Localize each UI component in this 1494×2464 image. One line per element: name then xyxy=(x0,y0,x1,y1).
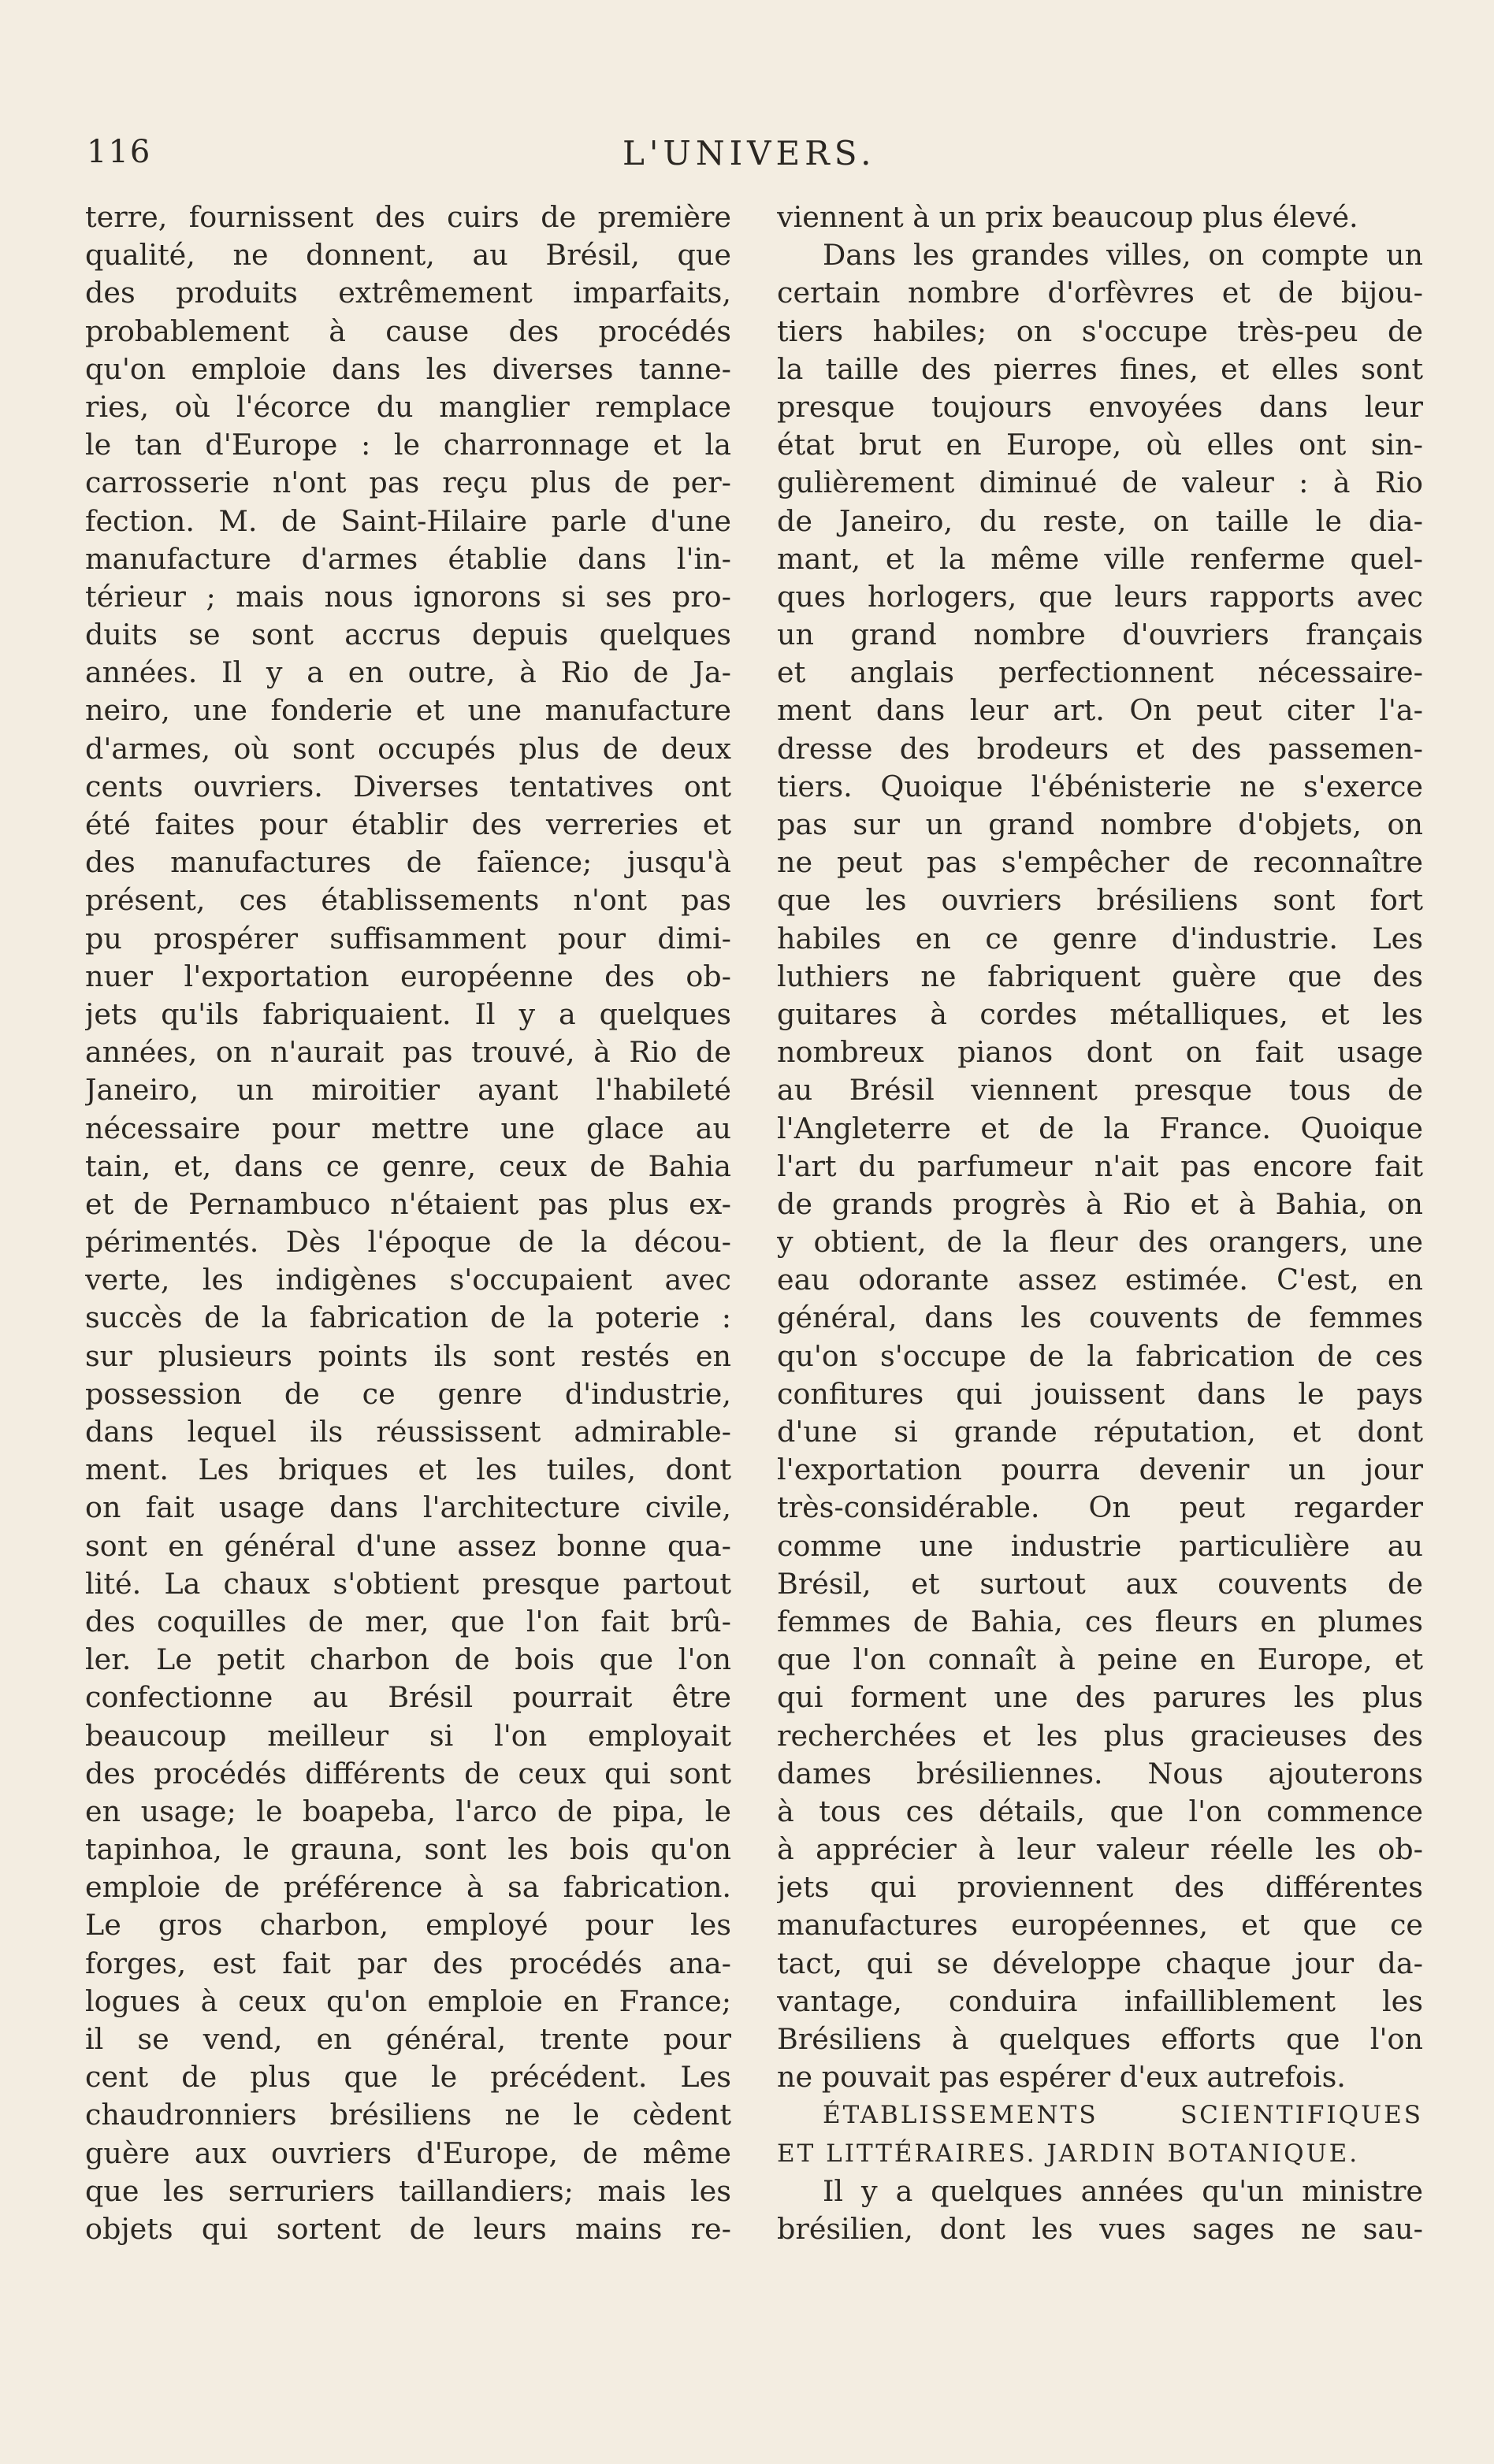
text-line: au Brésil viennent presque tous de xyxy=(777,1073,1423,1108)
text-line: à tous ces détails, que l'on commence xyxy=(777,1794,1423,1828)
text-line: femmes de Bahia, ces fleurs en plumes xyxy=(777,1604,1423,1638)
text-line: beaucoup meilleur si l'on employait xyxy=(85,1718,731,1753)
text-line: duits se sont accrus depuis quelques xyxy=(85,618,731,652)
text-line: pu prospérer suffisamment pour dimi- xyxy=(85,921,731,956)
text-line: ÉTABLISSEMENTS SCIENTIFIQUES xyxy=(823,2101,1423,2130)
text-line: dames brésiliennes. Nous ajouterons xyxy=(777,1756,1423,1790)
text-line: terre, fournissent des cuirs de première xyxy=(85,200,731,234)
text-line: pas sur un grand nombre d'objets, on xyxy=(777,807,1423,841)
text-line: luthiers ne fabriquent guère que des xyxy=(777,959,1423,993)
text-line: des procédés différents de ceux qui sont xyxy=(85,1756,731,1790)
text-line: d'une si grande réputation, et dont xyxy=(777,1415,1423,1449)
text-line: neiro, une fonderie et une manufacture xyxy=(85,693,731,728)
text-line: guère aux ouvriers d'Europe, de même xyxy=(85,2136,731,2170)
text-line: Janeiro, un miroitier ayant l'habileté xyxy=(85,1073,731,1108)
text-line: chaudronniers brésiliens ne le cèdent xyxy=(85,2098,731,2132)
text-line: que les ouvriers brésiliens sont fort xyxy=(777,883,1423,918)
text-line: ler. Le petit charbon de bois que l'on xyxy=(85,1642,731,1677)
text-line: carrosserie n'ont pas reçu plus de per- xyxy=(85,466,731,500)
text-line: dresse des brodeurs et des passemen- xyxy=(777,731,1423,766)
text-line: cents ouvriers. Diverses tentatives ont xyxy=(85,769,731,803)
right-column xyxy=(777,199,1423,2248)
text-line: comme une industrie particulière au xyxy=(777,1528,1423,1563)
text-line: probablement à cause des procédés xyxy=(85,314,731,348)
text-line: général, dans les couvents de femmes xyxy=(777,1301,1423,1335)
text-line: jets qu'ils fabriquaient. Il y a quelques xyxy=(85,996,731,1031)
text-line: l'exportation pourra devenir un jour xyxy=(777,1453,1423,1487)
text-line: cent de plus que le précédent. Les xyxy=(85,2060,731,2095)
text-line: Dans les grandes villes, on compte un xyxy=(823,238,1423,273)
text-line: ne pouvait pas espérer d'eux autrefois. xyxy=(777,2060,1346,2095)
text-line: la taille des pierres fines, et elles sont xyxy=(777,351,1423,386)
text-line: lité. La chaux s'obtient presque partout xyxy=(85,1566,731,1601)
text-line: gulièrement diminué de valeur : à Rio xyxy=(777,466,1423,500)
text-line: des produits extrêmement imparfaits, xyxy=(85,276,731,310)
text-line: Il y a quelques années qu'un ministre xyxy=(823,2173,1423,2208)
text-line: qu'on emploie dans les diverses tanne- xyxy=(85,351,731,386)
text-line: térieur ; mais nous ignorons si ses pro- xyxy=(85,579,731,614)
text-line: ne peut pas s'empêcher de reconnaître xyxy=(777,845,1423,880)
page-number: 116 xyxy=(87,134,152,170)
text-line: fection. M. de Saint-Hilaire parle d'une xyxy=(85,503,731,538)
text-line: nombreux pianos dont on fait usage xyxy=(777,1035,1423,1070)
text-line: présent, ces établissements n'ont pas xyxy=(85,883,731,918)
text-line: recherchées et les plus gracieuses des xyxy=(777,1718,1423,1753)
text-line: tapinhoa, le grauna, sont les bois qu'on xyxy=(85,1832,731,1867)
text-line: on fait usage dans l'architecture civile, xyxy=(85,1490,731,1525)
text-line: que les serruriers taillandiers; mais les xyxy=(85,2173,731,2208)
text-line: et anglais perfectionnent nécessaire- xyxy=(777,655,1423,690)
text-line: jets qui proviennent des différentes xyxy=(777,1870,1423,1905)
text-line: ries, où l'écorce du manglier remplace xyxy=(85,389,731,424)
text-line: qualité, ne donnent, au Brésil, que xyxy=(85,238,731,273)
text-line: ques horlogers, que leurs rapports avec xyxy=(777,579,1423,614)
text-line: le tan d'Europe : le charronnage et la xyxy=(85,428,731,462)
text-line: état brut en Europe, où elles ont sin- xyxy=(777,428,1423,462)
text-line: dans lequel ils réussissent admirable- xyxy=(85,1415,731,1449)
text-line: manufactures européennes, et que ce xyxy=(777,1908,1423,1943)
text-line: tact, qui se développe chaque jour da- xyxy=(777,1946,1423,1980)
text-line: objets qui sortent de leurs mains re- xyxy=(85,2211,731,2246)
text-line: guitares à cordes métalliques, et les xyxy=(777,996,1423,1031)
text-line: possession de ce genre d'industrie, xyxy=(85,1376,731,1411)
text-line: brésilien, dont les vues sages ne sau- xyxy=(777,2211,1423,2246)
text-line: années. Il y a en outre, à Rio de Ja- xyxy=(85,655,731,690)
text-line: périmentés. Dès l'époque de la décou- xyxy=(85,1225,731,1260)
running-title: L'UNIVERS. xyxy=(622,134,876,173)
text-line: eau odorante assez estimée. C'est, en xyxy=(777,1263,1423,1297)
text-line: un grand nombre d'ouvriers français xyxy=(777,618,1423,652)
text-line: tain, et, dans ce genre, ceux de Bahia xyxy=(85,1149,731,1183)
text-line: habiles en ce genre d'industrie. Les xyxy=(777,921,1423,956)
text-line: à apprécier à leur valeur réelle les ob- xyxy=(777,1832,1423,1867)
text-line: confitures qui jouissent dans le pays xyxy=(777,1376,1423,1411)
text-line: ET LITTÉRAIRES. JARDIN BOTANIQUE. xyxy=(777,2139,1360,2168)
text-line: y obtient, de la fleur des orangers, une xyxy=(777,1225,1423,1260)
text-line: Le gros charbon, employé pour les xyxy=(85,1908,731,1943)
text-line: forges, est fait par des procédés ana- xyxy=(85,1946,731,1980)
text-line: manufacture d'armes établie dans l'in- xyxy=(85,541,731,576)
text-line: sur plusieurs points ils sont restés en xyxy=(85,1338,731,1373)
text-line: années, on n'aurait pas trouvé, à Rio de xyxy=(85,1035,731,1070)
text-line: mant, et la même ville renferme quel- xyxy=(777,541,1423,576)
text-line: et de Pernambuco n'étaient pas plus ex- xyxy=(85,1186,731,1221)
text-line: tiers. Quoique l'ébénisterie ne s'exerce xyxy=(777,769,1423,803)
text-line: emploie de préférence à sa fabrication. xyxy=(85,1870,731,1905)
text-line: verte, les indigènes s'occupaient avec xyxy=(85,1263,731,1297)
text-line: l'art du parfumeur n'ait pas encore fait xyxy=(777,1149,1423,1183)
text-line: de Janeiro, du reste, on taille le dia- xyxy=(777,503,1423,538)
text-line: très-considérable. On peut regarder xyxy=(777,1490,1423,1525)
text-line: confectionne au Brésil pourrait être xyxy=(85,1680,731,1715)
text-line: succès de la fabrication de la poterie : xyxy=(85,1301,731,1335)
text-line: logues à ceux qu'on emploie en France; xyxy=(85,1983,731,2018)
text-line: qu'on s'occupe de la fabrication de ces xyxy=(777,1338,1423,1373)
text-line: viennent à un prix beaucoup plus élevé. xyxy=(777,200,1358,234)
text-line: été faites pour établir des verreries et xyxy=(85,807,731,841)
text-line: certain nombre d'orfèvres et de bijou- xyxy=(777,276,1423,310)
left-column xyxy=(85,199,731,2248)
text-line: presque toujours envoyées dans leur xyxy=(777,389,1423,424)
text-line: d'armes, où sont occupés plus de deux xyxy=(85,731,731,766)
text-line: l'Angleterre et de la France. Quoique xyxy=(777,1111,1423,1145)
text-line: ment dans leur art. On peut citer l'a- xyxy=(777,693,1423,728)
text-line: tiers habiles; on s'occupe très-peu de xyxy=(777,314,1423,348)
text-line: sont en général d'une assez bonne qua- xyxy=(85,1528,731,1563)
text-line: de grands progrès à Rio et à Bahia, on xyxy=(777,1186,1423,1221)
text-line: en usage; le boapeba, l'arco de pipa, le xyxy=(85,1794,731,1828)
text-line: nécessaire pour mettre une glace au xyxy=(85,1111,731,1145)
text-line: vantage, conduira infailliblement les xyxy=(777,1983,1423,2018)
text-line: des coquilles de mer, que l'on fait brû- xyxy=(85,1604,731,1638)
text-line: qui forment une des parures les plus xyxy=(777,1680,1423,1715)
text-line: des manufactures de faïence; jusqu'à xyxy=(85,845,731,880)
text-line: Brésil, et surtout aux couvents de xyxy=(777,1566,1423,1601)
text-line: Brésiliens à quelques efforts que l'on xyxy=(777,2022,1423,2056)
page-header xyxy=(87,134,1418,181)
text-line: ment. Les briques et les tuiles, dont xyxy=(85,1453,731,1487)
text-line: il se vend, en général, trente pour xyxy=(85,2022,731,2056)
text-line: que l'on connaît à peine en Europe, et xyxy=(777,1642,1423,1677)
text-line: nuer l'exportation européenne des ob- xyxy=(85,959,731,993)
